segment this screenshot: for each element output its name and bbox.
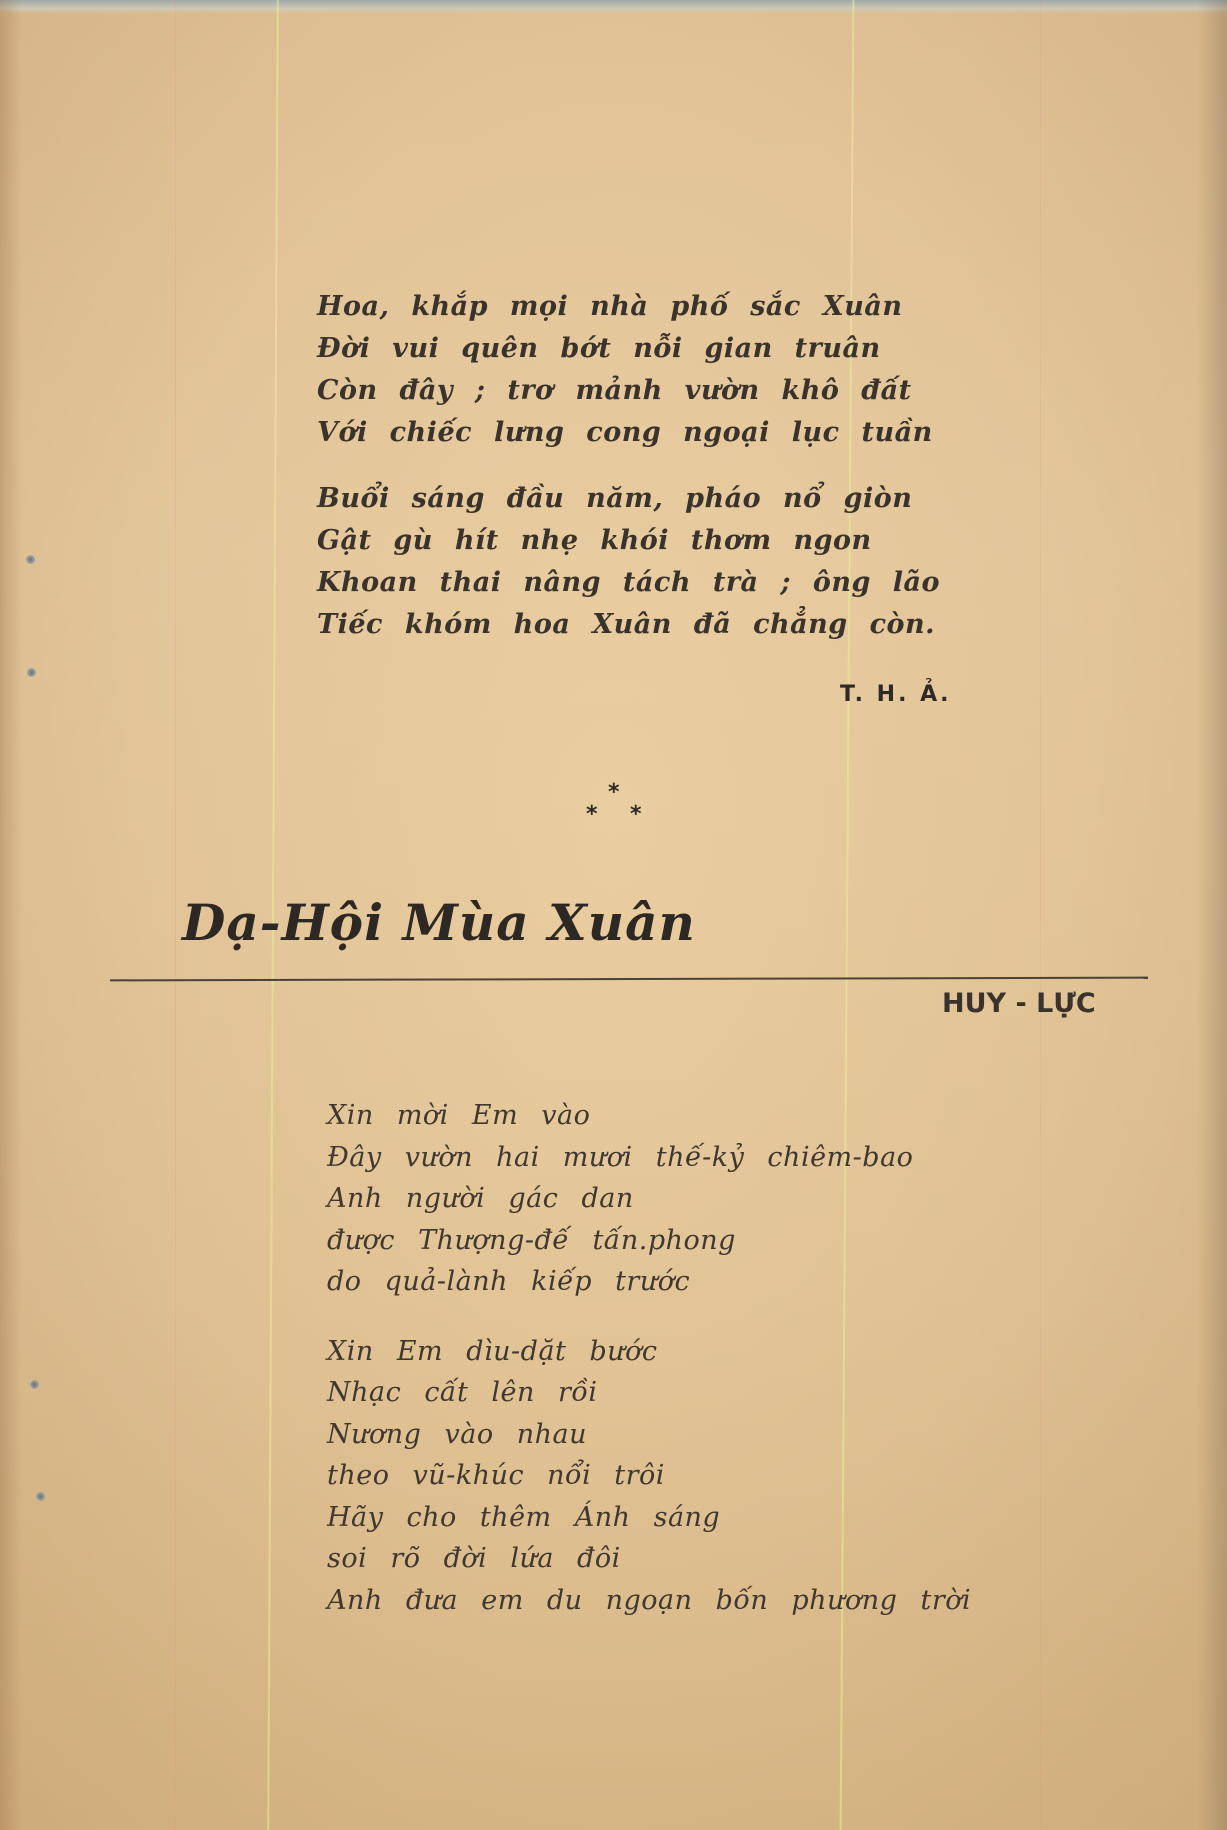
poem-line: Xin mời Em vào bbox=[327, 1100, 591, 1131]
faint-line-right bbox=[1040, 0, 1041, 1830]
section-separator bbox=[583, 780, 653, 830]
poem-line: Với chiếc lưng cong ngoại lục tuần bbox=[317, 417, 933, 448]
poem-line: Tiếc khóm hoa Xuân đã chẳng còn. bbox=[317, 609, 936, 640]
separator-star: * bbox=[586, 802, 598, 827]
binding-hole bbox=[26, 555, 35, 564]
binding-hole bbox=[36, 1492, 45, 1501]
poem-second bbox=[327, 1095, 971, 1621]
separator-star: * bbox=[630, 802, 642, 827]
poem-line: Anh đưa em du ngoạn bốn phương trời bbox=[327, 1584, 972, 1616]
poem-line: Gật gù hít nhẹ khói thơm ngon bbox=[317, 525, 872, 556]
poem-first bbox=[317, 286, 940, 646]
page-right-edge bbox=[1197, 0, 1227, 1830]
poem-line: do quả-lành kiếp trước bbox=[327, 1266, 691, 1297]
poem-author: HUY - LỰC bbox=[942, 988, 1096, 1019]
poem-line: Xin Em dìu-dặt bước bbox=[327, 1335, 658, 1367]
poem-line: Buổi sáng đầu năm, pháo nổ giòn bbox=[317, 483, 913, 514]
poem-line: theo vũ-khúc nổi trôi bbox=[327, 1460, 665, 1491]
poem-line: Hoa, khắp mọi nhà phố sắc Xuân bbox=[317, 291, 903, 322]
poem-line: soi rõ đời lứa đôi bbox=[327, 1543, 621, 1574]
poem-line: Đây vườn hai mươi thế-kỷ chiêm-bao bbox=[327, 1141, 914, 1173]
page-top-edge bbox=[0, 0, 1227, 14]
faint-line-left bbox=[175, 0, 176, 1830]
poem-line: Còn đây ; trơ mảnh vườn khô đất bbox=[317, 375, 912, 406]
poem-line: Đời vui quên bớt nỗi gian truân bbox=[317, 333, 881, 364]
title-divider bbox=[110, 977, 1148, 982]
page-left-edge bbox=[0, 0, 22, 1830]
poem-signature: T. H. Ả. bbox=[840, 682, 952, 707]
poem-line: Nương vào nhau bbox=[327, 1418, 587, 1450]
poem-line: Khoan thai nâng tách trà ; ông lão bbox=[317, 567, 940, 598]
poem-line: được Thượng-đế tấn.phong bbox=[327, 1224, 736, 1256]
separator-star: * bbox=[608, 780, 620, 805]
binding-hole bbox=[27, 668, 36, 677]
poem-line: Anh người gác dan bbox=[327, 1183, 634, 1214]
poem-title: Dạ-Hội Mùa Xuân bbox=[182, 893, 696, 952]
binding-hole bbox=[30, 1380, 39, 1389]
poem-line: Hãy cho thêm Ánh sáng bbox=[327, 1501, 721, 1533]
poem-line: Nhạc cất lên rồi bbox=[327, 1377, 598, 1408]
